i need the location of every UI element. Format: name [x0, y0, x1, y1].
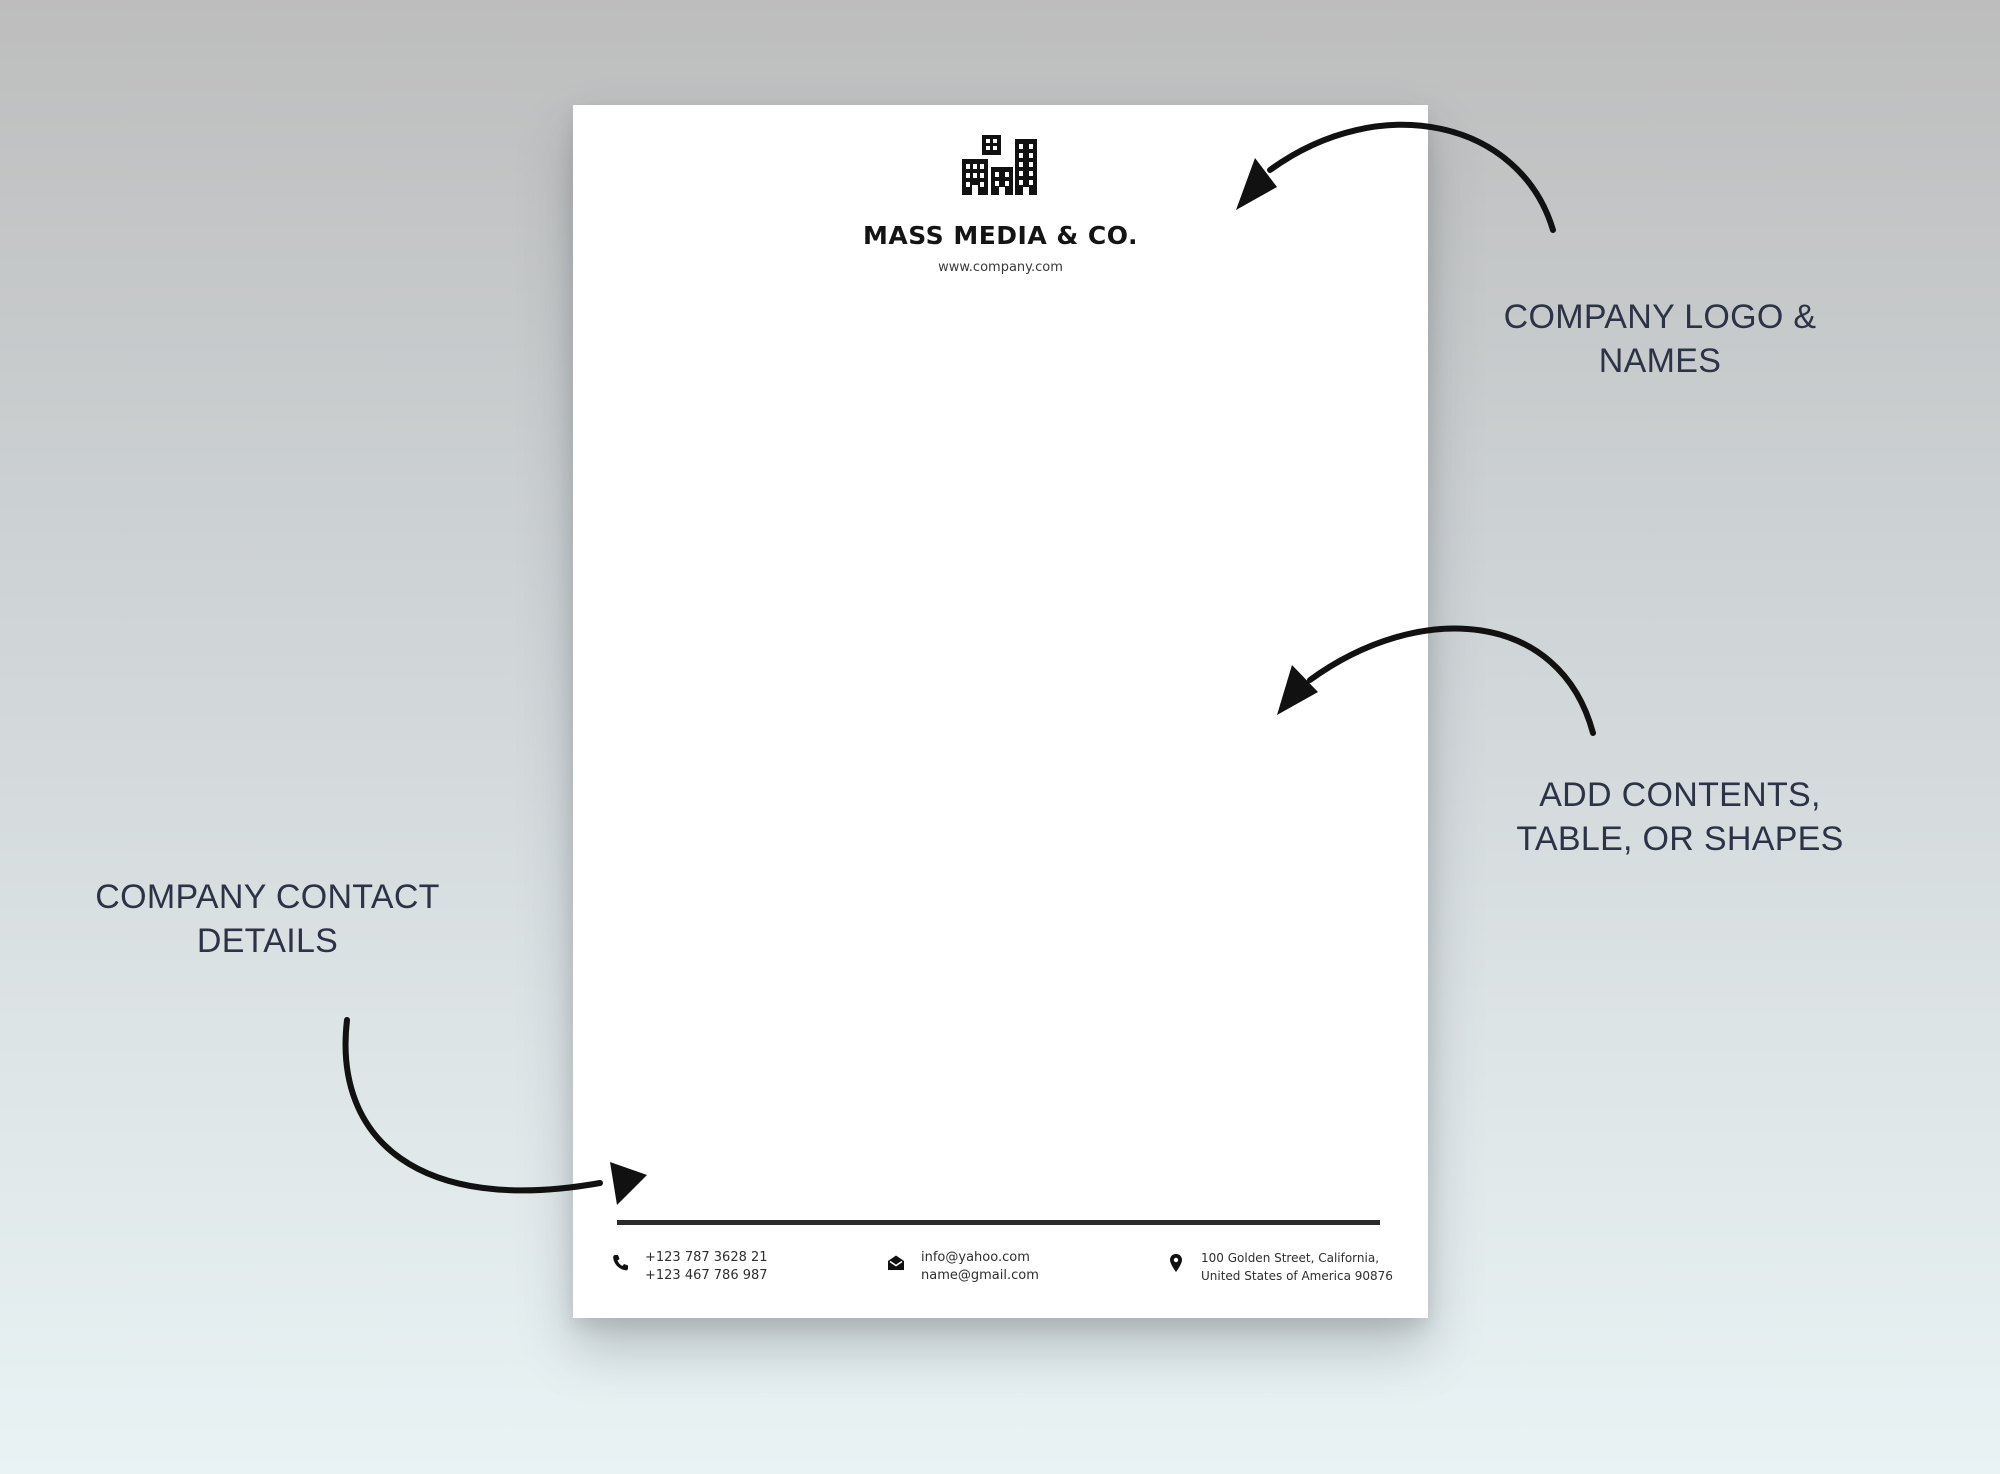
- annotation-content-line-1: ADD CONTENTS,: [1539, 776, 1821, 814]
- company-name: MASS MEDIA & CO.: [863, 221, 1138, 250]
- annotation-contact-line-1: COMPANY CONTACT: [95, 878, 440, 916]
- annotation-logo-line-2: NAMES: [1598, 342, 1722, 380]
- letterhead-page: [573, 105, 1428, 1318]
- annotation-logo: [1480, 295, 1840, 383]
- annotation-content-line-2: TABLE, OR SHAPES: [1516, 820, 1844, 858]
- footer-divider: [617, 1220, 1380, 1225]
- annotation-logo-line-1: COMPANY LOGO &: [1503, 298, 1817, 336]
- annotation-contact: [80, 875, 455, 963]
- map-pin-icon: [1167, 1253, 1185, 1273]
- contact-address: [1167, 1249, 1393, 1285]
- company-website: www.company.com: [938, 260, 1063, 275]
- buildings-icon: [962, 135, 1040, 195]
- contact-email: [887, 1249, 1039, 1285]
- annotation-contact-line-2: DETAILS: [196, 922, 339, 960]
- phone-number-2: +123 467 786 987: [645, 1268, 768, 1283]
- phone-icon: [611, 1253, 629, 1273]
- contact-phone: [611, 1249, 768, 1285]
- address-line-2: United States of America 90876: [1201, 1269, 1393, 1283]
- envelope-icon: [887, 1253, 905, 1273]
- email-address-1: info@yahoo.com: [921, 1250, 1030, 1265]
- email-address-2: name@gmail.com: [921, 1268, 1039, 1283]
- address-line-1: 100 Golden Street, California,: [1201, 1251, 1380, 1265]
- annotation-content: [1490, 773, 1870, 861]
- phone-number-1: +123 787 3628 21: [645, 1250, 768, 1265]
